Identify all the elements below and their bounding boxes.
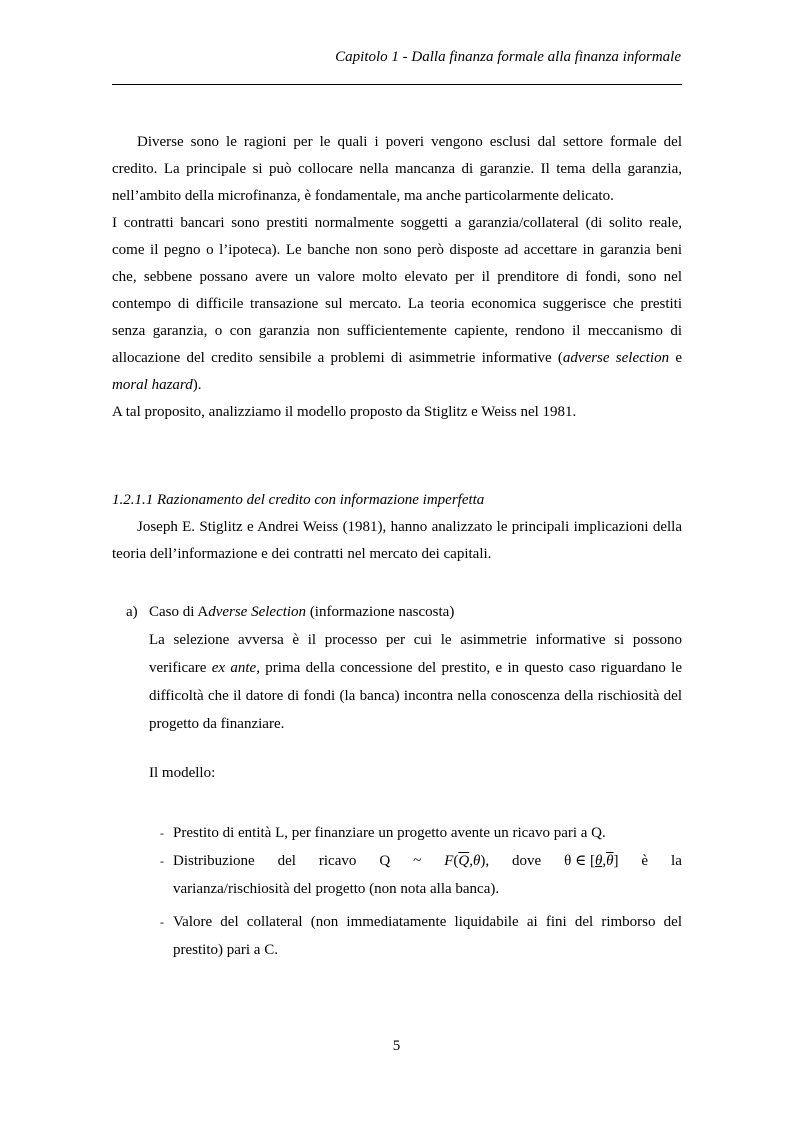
word-tilde: ~ xyxy=(413,853,422,869)
formula-q-bar: $\overline{Q}$ xyxy=(458,853,470,869)
section-paragraph: Joseph E. Stiglitz e Andrei Weiss (1981), hanno analizzato le principali implicazioni della teoria dell’informazione e dei contratti nel mercato dei capitali. xyxy=(112,519,682,562)
theta-range: θ ∈ $[\theta,\overline{\theta}]$ xyxy=(564,853,619,869)
section-body xyxy=(112,514,682,568)
title-post: (informazione nascosta) xyxy=(306,604,455,620)
adverse-selection-term: adverse selection xyxy=(562,350,670,366)
intro-paragraph-2 xyxy=(112,210,682,399)
word-del: del xyxy=(277,853,296,869)
intro-section xyxy=(112,129,682,426)
body-text-1: La selezione avversa è il processo per cui le asimmetrie informative si possono verificare xyxy=(149,632,682,676)
model-label: Il modello: xyxy=(149,765,216,781)
bullet-text xyxy=(173,847,682,903)
title-em: dverse Selection xyxy=(208,604,307,620)
bullet-dash: - xyxy=(160,826,164,840)
body-text-2: , prima della concessione del prestito, e in questo caso riguardano le difficoltà che il datore di fondi (la banca) incontra nella conoscenza della rischiosità del progetto da finanziare. xyxy=(149,660,682,732)
model-bullet-list xyxy=(160,819,682,964)
intro-paragraph-3: A tal proposito, analizziamo il modello proposto da Stiglitz e Weiss nel 1981. xyxy=(112,404,577,420)
bullet-item-loan xyxy=(160,819,682,847)
list-item-a-body xyxy=(149,626,682,738)
theta-upper: $\overline{\theta}$ xyxy=(606,853,614,869)
theta-in: θ ∈ xyxy=(564,853,587,869)
bullet-dash: - xyxy=(160,854,164,868)
p2-text-1: I contratti bancari sono prestiti normalmente soggetti a garanzia/collateral (di solito reale, come il pegno o l’ipoteca). Le banche non sono però disposte ad accettare in garanzia beni che, sebbene possano avere un valore molto elevato per il prenditore di fondi, sono nel contempo di difficile transazione sul mercato. La teoria economica suggerisce che prestiti senza garanzia, o con garanzia non sufficientemente capiente, rendono il meccanismo di allocazione del credito sensibile a problemi di asimmetrie informative ( xyxy=(112,215,682,366)
word-dove: dove xyxy=(512,853,542,869)
word-distribuzione: Distribuzione xyxy=(173,853,255,869)
page-number: 5 xyxy=(392,1038,401,1054)
formula-theta: θ xyxy=(472,853,481,869)
bullet-dash: - xyxy=(160,915,164,929)
ex-ante-term: ex ante xyxy=(211,660,257,676)
bullet-item-distribution xyxy=(160,847,682,903)
word-ricavo: ricavo xyxy=(318,853,357,869)
word-e: è xyxy=(641,853,649,869)
distribution-formula: $F(\overline{Q},\theta)$, xyxy=(444,853,490,869)
intro-paragraph-1: Diverse sono le ragioni per le quali i poveri vengono esclusi dal settore formale del credito. La principale si può collocare nella mancanza di garanzie. Il tema della garanzia, nell’ambito della microfinanza, è fondamentale, ma anche particolarmente delicato. xyxy=(112,134,682,204)
p2-text-3: ). xyxy=(192,377,202,393)
p2-text-2: e xyxy=(669,350,682,366)
section-heading: 1.2.1.1 Razionamento del credito con informazione imperfetta xyxy=(112,492,485,508)
bullet-text: Prestito di entità L, per finanziare un progetto avente un ricavo pari a Q. xyxy=(173,825,606,841)
distribution-line-2: varianza/rischiosità del progetto (non nota alla banca). xyxy=(173,881,500,897)
word-q: Q xyxy=(379,853,391,869)
moral-hazard-term: moral hazard xyxy=(112,377,193,393)
word-la: la xyxy=(671,853,682,869)
running-header: Capitolo 1 - Dalla finanza formale alla finanza informale xyxy=(335,49,681,65)
list-item-a-label: a) xyxy=(126,604,138,620)
distribution-line xyxy=(173,847,682,875)
title-pre: Caso di A xyxy=(149,604,209,620)
bullet-item-collateral xyxy=(160,908,682,964)
header-rule xyxy=(112,84,682,85)
list-item-a-title xyxy=(149,599,454,626)
bullet-text: Valore del collateral (non immediatamente liquidabile ai fini del rimborso del prestito) pari a C. xyxy=(173,914,682,958)
formula-f: F xyxy=(444,853,454,869)
theta-lower: θ xyxy=(594,853,603,869)
